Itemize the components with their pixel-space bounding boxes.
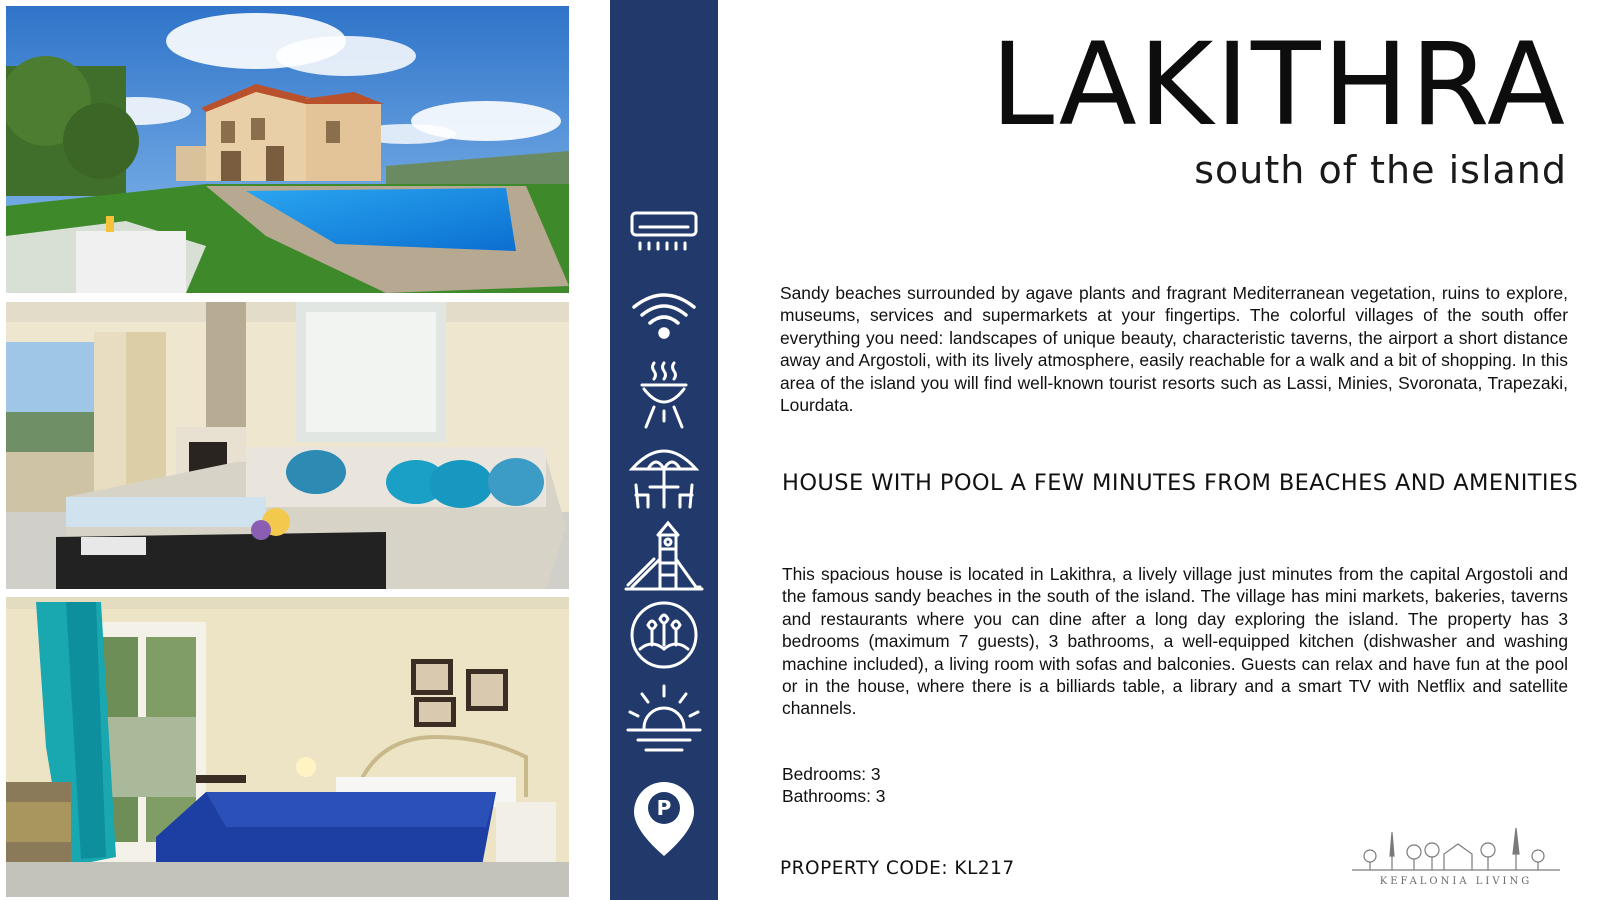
page-title: LAKITHRA [990, 18, 1567, 151]
logo-trees-house-icon [1348, 826, 1564, 876]
photo-bedroom [6, 597, 569, 897]
air-conditioner-icon [624, 195, 704, 275]
bathrooms-count: Bathrooms: 3 [782, 786, 886, 806]
property-code: PROPERTY CODE: KL217 [780, 858, 1015, 879]
logo-text: KEFALONIA LIVING [1379, 876, 1533, 887]
svg-text:P: P [656, 796, 672, 820]
kefalonia-living-logo [1348, 826, 1564, 890]
amenity-bar [610, 0, 718, 900]
sunset-view-icon [624, 680, 704, 760]
parking-icon [624, 778, 704, 858]
wifi-icon [624, 275, 704, 355]
bedrooms-count: Bedrooms: 3 [782, 764, 881, 784]
section-heading: HOUSE WITH POOL A FEW MINUTES FROM BEACHES AND AMENITIES [782, 470, 1579, 496]
photo-living-room [6, 302, 569, 589]
outdoor-dining-icon [624, 435, 704, 515]
description-paragraph: This spacious house is located in Lakithra, a lively village just minutes from the capital Argostoli and the famous sandy beaches in the south of the island. The village has mini markets, bakeries, taverns and restaurants where you can dine after a long day exploring the island. The property has 3 bedrooms (maximum 7 guests), 3 bathrooms, a well-equipped kitchen (dishwasher and washing machine included), a living room with sofas and balconies. Guests can relax and have fun at the pool or in the house, where there is a billiards table, a library and a smart TV with Netflix and satellite channels. [782, 564, 1568, 719]
page-subtitle: south of the island [1194, 148, 1567, 192]
photo-house-exterior-pool [6, 6, 569, 293]
playground-icon [624, 515, 704, 595]
garden-icon [624, 595, 704, 675]
bbq-grill-icon [624, 355, 704, 435]
intro-paragraph: Sandy beaches surrounded by agave plants and fragrant Mediterranean vegetation, ruins to explore, museums, services and supermarkets at your fingertips. The colorful villages of the south offer everything you need: landscapes of unique beauty, characteristic taverns, the airport a short distance away and Argostoli, with its lively atmosphere, easily reachable for a walk and a bit of shopping. In this area of the island you will find well-known tourist resorts such as Lassi, Minies, Svoronata, Trapezaki, Lourdata. [780, 283, 1568, 416]
